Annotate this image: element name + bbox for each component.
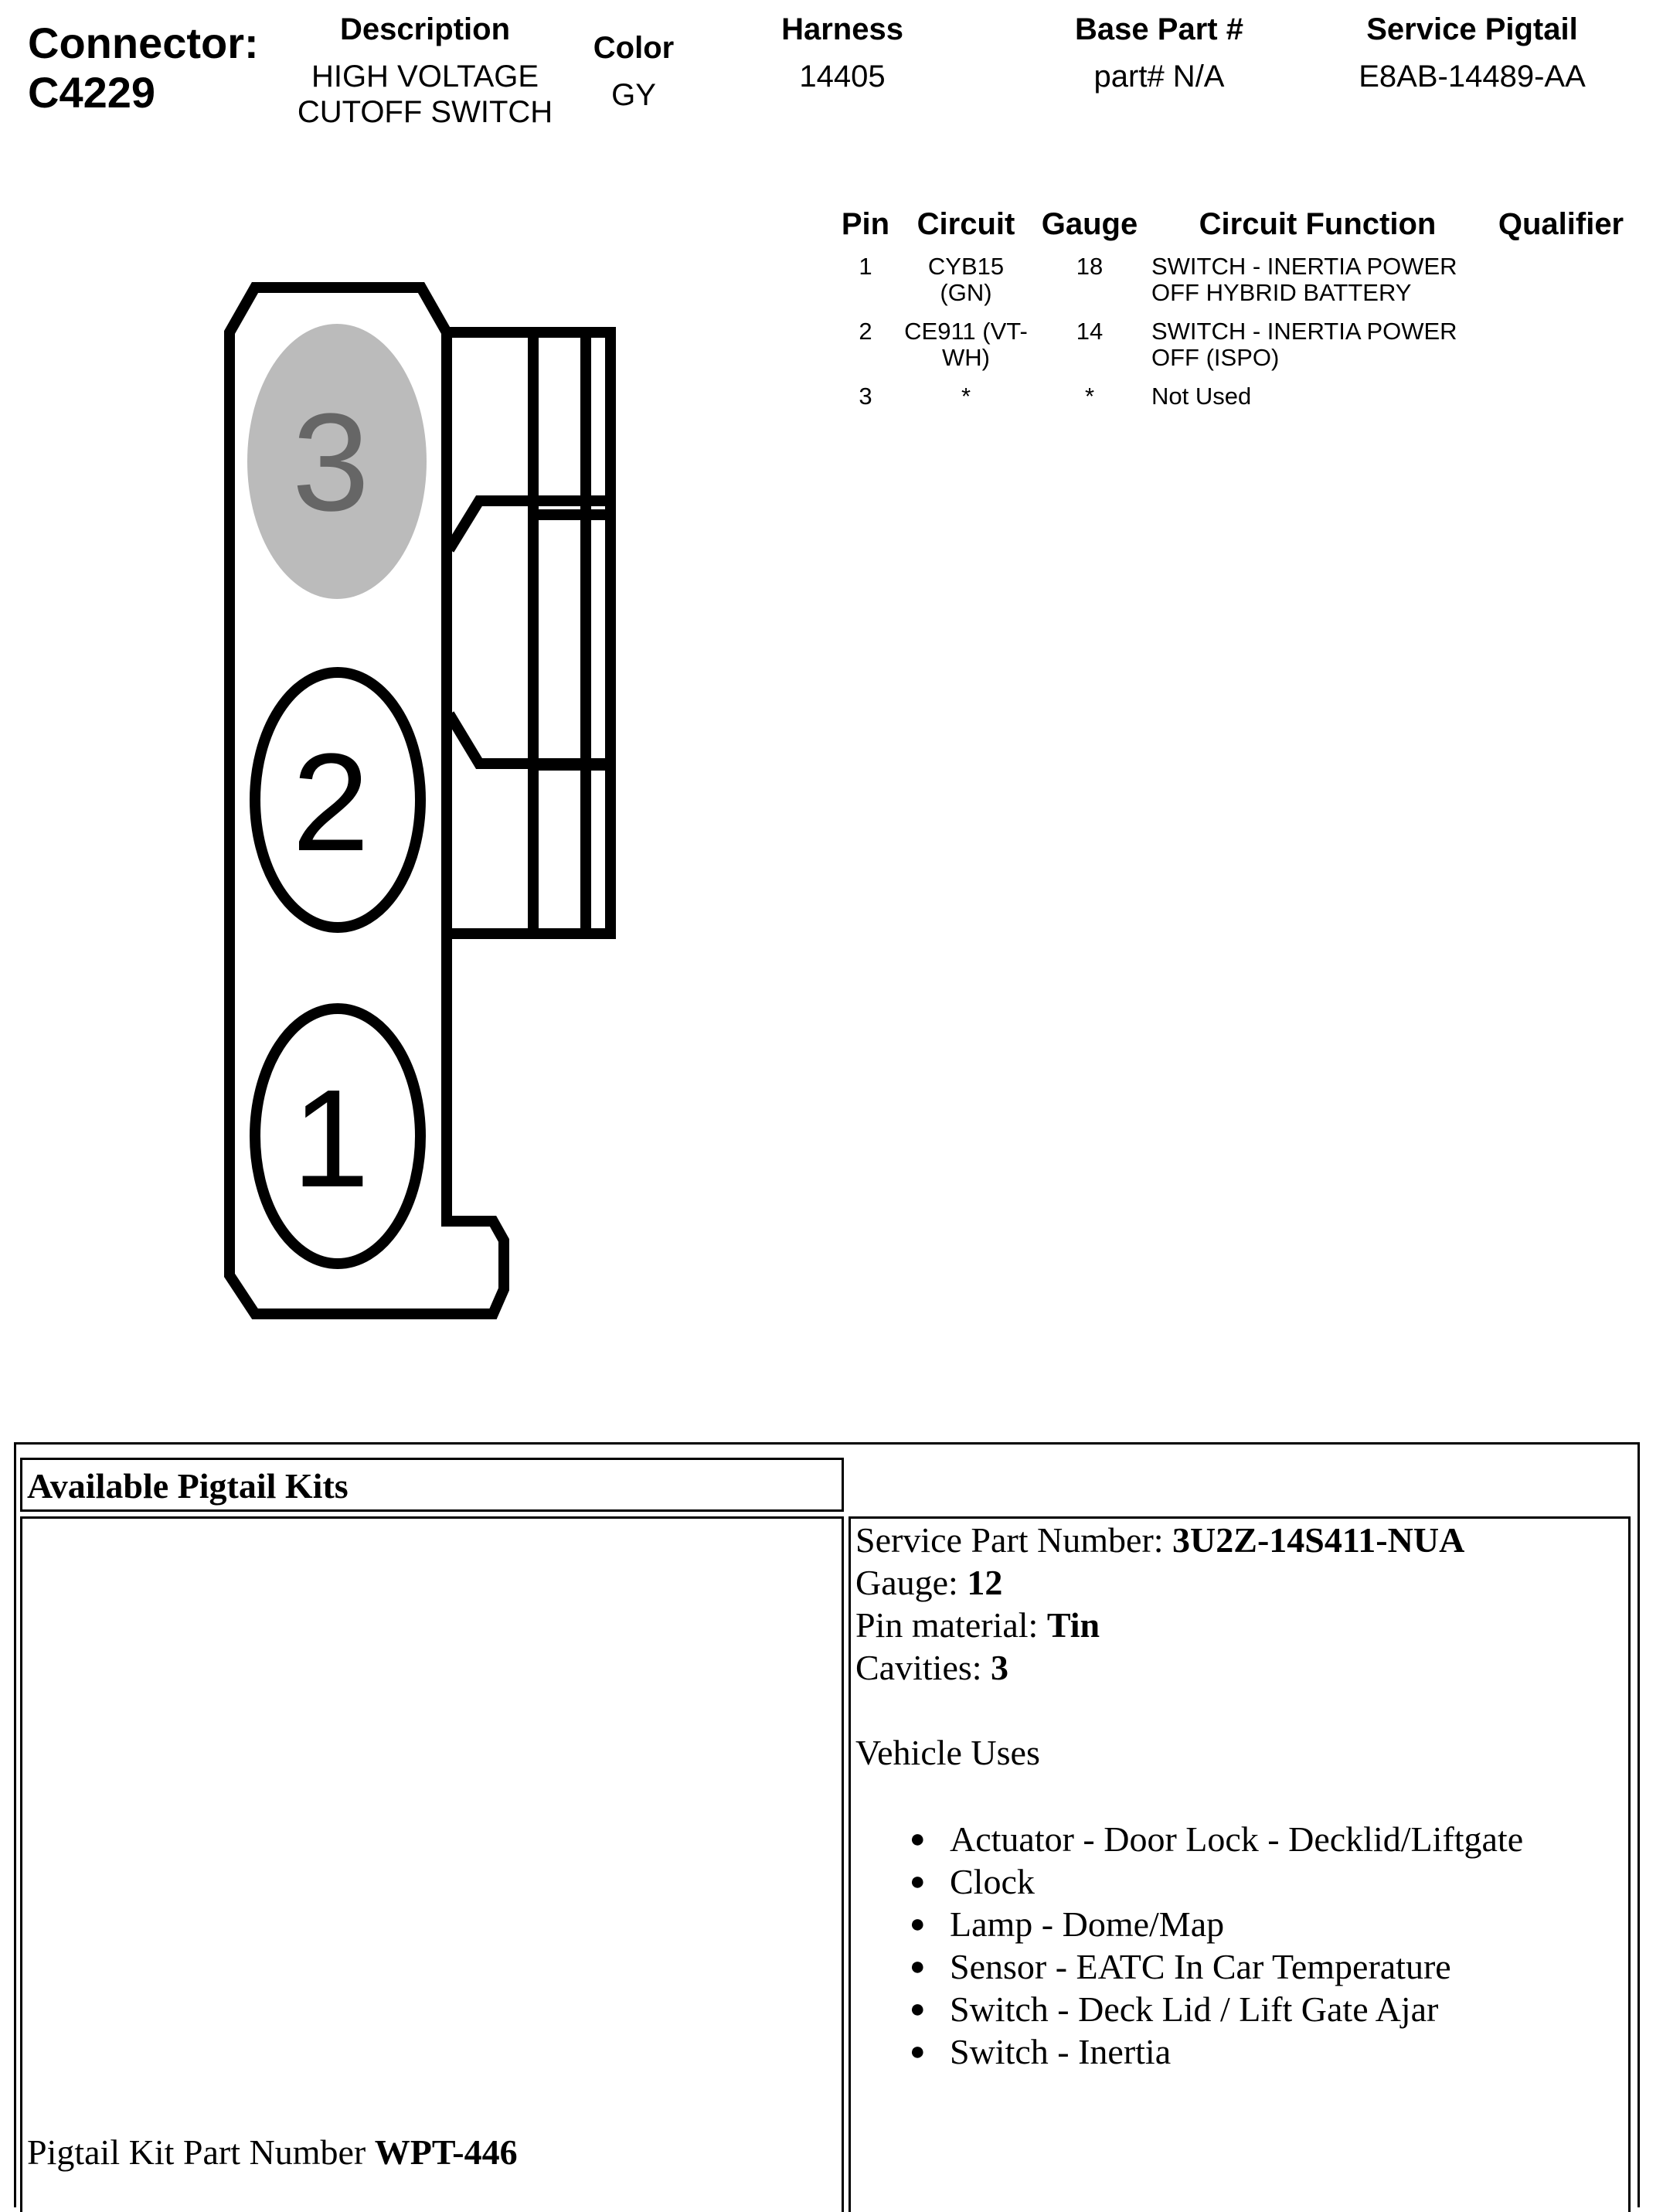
pin-material-line bbox=[855, 1604, 1100, 1646]
pin-header: Pin bbox=[841, 207, 890, 241]
connector-id: C4229 bbox=[28, 68, 156, 117]
service-part-line bbox=[855, 1519, 1464, 1561]
connector-face-diagram bbox=[0, 0, 695, 1360]
table-row-2-function-line2: OFF (ISPO) bbox=[1151, 344, 1280, 371]
table-row-2-function-line1: SWITCH - INERTIA POWER bbox=[1151, 318, 1457, 345]
qualifier-header: Qualifier bbox=[1498, 207, 1624, 241]
pigtail-kits-title-box bbox=[20, 1458, 844, 1512]
table-row-3-pin: 3 bbox=[859, 383, 872, 410]
service-part-label: Service Part Number: bbox=[855, 1520, 1173, 1560]
table-row-1-circuit: CYB15 bbox=[927, 253, 1005, 280]
pigtail-kit-part-label: Pigtail Kit Part Number bbox=[27, 2132, 375, 2172]
cavities-value: 3 bbox=[991, 1648, 1009, 1687]
vehicle-uses-label: Vehicle Uses bbox=[855, 1733, 1040, 1772]
color-value: GY bbox=[611, 78, 656, 112]
list-item: ● Switch - Deck Lid / Lift Gate Ajar bbox=[910, 1989, 1439, 2029]
harness-label: Harness bbox=[781, 12, 903, 46]
table-row-1-pin: 1 bbox=[859, 253, 872, 280]
base-part-label: Base Part # bbox=[1075, 12, 1243, 46]
pigtail-kit-part-value: WPT-446 bbox=[374, 2132, 518, 2172]
description-line2: CUTOFF SWITCH bbox=[297, 95, 553, 129]
table-row-2-circuit: CE911 (VT- bbox=[904, 318, 1028, 345]
pin-2-label: 2 bbox=[291, 725, 370, 880]
base-part-value: part# N/A bbox=[1093, 60, 1225, 94]
list-item: ● Lamp - Dome/Map bbox=[910, 1904, 1225, 1944]
pigtail-image-panel bbox=[20, 1516, 844, 2212]
color-label: Color bbox=[593, 31, 675, 65]
bullet-icon: ● bbox=[910, 2037, 926, 2066]
list-item: ● Sensor - EATC In Car Temperature bbox=[910, 1947, 1451, 1986]
pin-3-label: 3 bbox=[291, 385, 370, 540]
bullet-icon: ● bbox=[910, 1825, 926, 1853]
pin-1-label: 1 bbox=[291, 1061, 370, 1217]
circuit-header: Circuit bbox=[917, 207, 1015, 241]
kit-gauge-value: 12 bbox=[967, 1563, 1003, 1602]
table-row-1-function-line1: SWITCH - INERTIA POWER bbox=[1151, 253, 1457, 280]
bullet-icon: ● bbox=[910, 1995, 926, 2023]
harness-value: 14405 bbox=[799, 60, 886, 94]
description-label: Description bbox=[339, 12, 511, 46]
list-item: ● Switch - Inertia bbox=[910, 2032, 1172, 2071]
table-row-3-gauge: * bbox=[1084, 383, 1095, 410]
service-pigtail-label: Service Pigtail bbox=[1366, 12, 1578, 46]
description-line1: HIGH VOLTAGE bbox=[311, 60, 539, 94]
pin-material-value: Tin bbox=[1046, 1605, 1100, 1645]
table-row-1-gauge: 18 bbox=[1076, 253, 1104, 280]
kit-gauge-line bbox=[855, 1561, 1002, 1604]
table-row-1-circuit-color: (GN) bbox=[940, 279, 992, 306]
table-row-3-circuit: * bbox=[961, 383, 971, 410]
vehicle-uses-list bbox=[910, 1818, 1524, 2073]
table-row-1-function-line2: OFF HYBRID BATTERY bbox=[1151, 279, 1412, 306]
circuit-function-header: Circuit Function bbox=[1199, 207, 1437, 241]
list-item: ● Clock bbox=[910, 1862, 1035, 1901]
cavities-label: Cavities: bbox=[855, 1648, 991, 1687]
table-row-2-circuit-color: WH) bbox=[942, 344, 990, 371]
table-row-2-pin: 2 bbox=[859, 318, 872, 345]
bullet-icon: ● bbox=[910, 1952, 926, 1981]
service-part-value: 3U2Z-14S411-NUA bbox=[1172, 1520, 1465, 1560]
service-pigtail-value: E8AB-14489-AA bbox=[1359, 60, 1586, 94]
pigtail-details-panel bbox=[849, 1516, 1631, 2212]
bullet-icon: ● bbox=[910, 1910, 926, 1938]
table-row-2-gauge: 14 bbox=[1076, 318, 1104, 345]
gauge-header: Gauge bbox=[1041, 207, 1138, 241]
pigtail-kits-title: Available Pigtail Kits bbox=[27, 1466, 349, 1506]
pin-material-label: Pin material: bbox=[855, 1605, 1047, 1645]
bullet-icon: ● bbox=[910, 1867, 926, 1896]
pigtail-kit-part-line bbox=[27, 2131, 518, 2173]
list-item: ● Actuator - Door Lock - Decklid/Liftgate bbox=[910, 1819, 1524, 1859]
cavities-line bbox=[855, 1646, 1008, 1689]
connector-label: Connector: bbox=[28, 19, 259, 67]
kit-gauge-label: Gauge: bbox=[855, 1563, 968, 1602]
table-row-3-function: Not Used bbox=[1151, 383, 1252, 410]
